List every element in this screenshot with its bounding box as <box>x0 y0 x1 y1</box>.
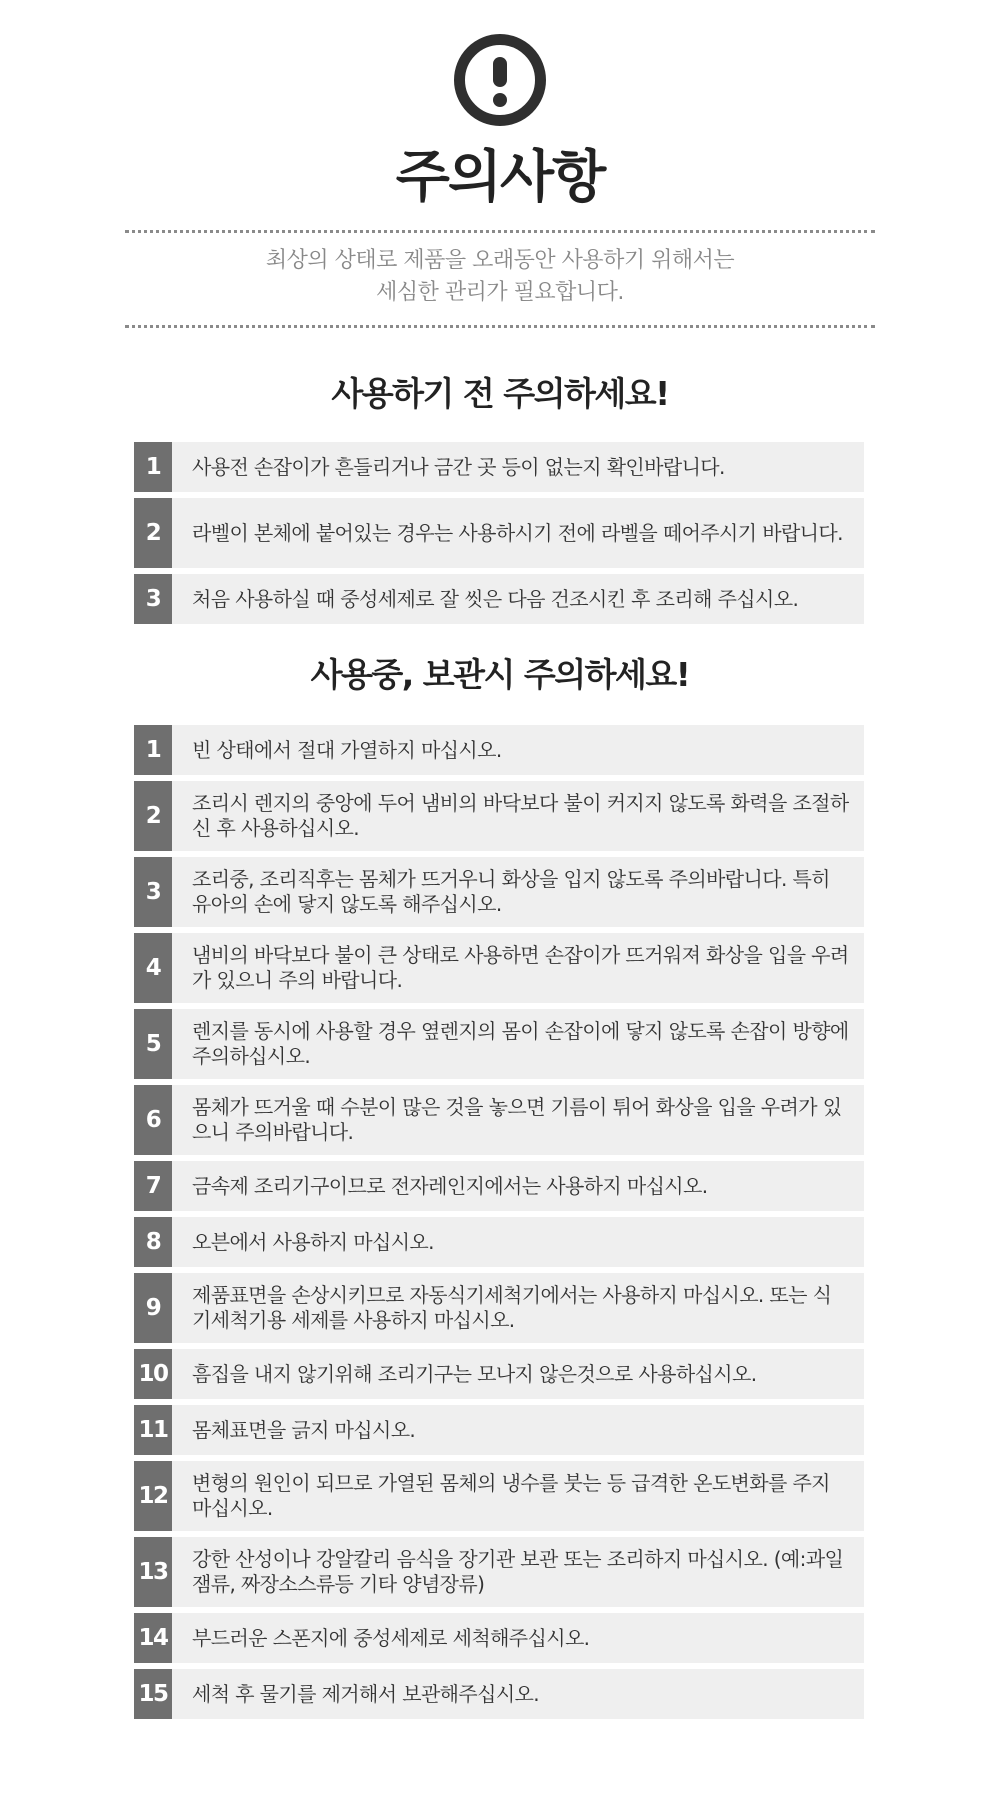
item-number: 2 <box>134 781 172 851</box>
divider-bottom <box>125 325 875 328</box>
list-item <box>134 1217 864 1267</box>
section-during-use-heading: 사용중, 보관시 주의하세요! <box>310 655 690 694</box>
item-text: 제품표면을 손상시키므로 자동식기세척기에서는 사용하지 마십시오. 또는 식기세척기용 세제를 사용하지 마십시오. <box>192 1283 832 1332</box>
list-item <box>134 498 864 568</box>
list-item <box>134 1273 864 1343</box>
item-text: 강한 산성이나 강알칼리 음식을 장기관 보관 또는 조리하지 마십시오. (예:과일잼류, 짜장소스류등 기타 양념장류) <box>192 1547 844 1596</box>
list-item <box>134 857 864 927</box>
item-text: 금속제 조리기구이므로 전자레인지에서는 사용하지 마십시오. <box>192 1173 708 1198</box>
list-item <box>134 1349 864 1399</box>
item-text: 세척 후 물기를 제거해서 보관해주십시오. <box>192 1681 540 1706</box>
item-number: 1 <box>134 442 172 492</box>
item-number: 2 <box>134 498 172 568</box>
item-text: 흠집을 내지 않기위해 조리기구는 모나지 않은것으로 사용하십시오. <box>192 1361 757 1386</box>
list-item <box>134 1461 864 1531</box>
item-text: 라벨이 본체에 붙어있는 경우는 사용하시기 전에 라벨을 떼어주시기 바랍니다. <box>192 520 843 545</box>
item-number: 12 <box>134 1461 172 1531</box>
item-number: 6 <box>134 1085 172 1155</box>
item-number: 5 <box>134 1009 172 1079</box>
item-text: 사용전 손잡이가 흔들리거나 금간 곳 등이 없는지 확인바랍니다. <box>192 454 725 479</box>
list-item <box>134 574 864 624</box>
item-number: 13 <box>134 1537 172 1607</box>
item-text: 부드러운 스폰지에 중성세제로 세척해주십시오. <box>192 1625 590 1650</box>
item-number: 8 <box>134 1217 172 1267</box>
list-item <box>134 1537 864 1607</box>
section-before-use-heading: 사용하기 전 주의하세요! <box>331 374 669 413</box>
list-item <box>134 442 864 492</box>
item-number: 11 <box>134 1405 172 1455</box>
subtitle-line-2: 세심한 관리가 필요합니다. <box>376 280 624 305</box>
item-number: 9 <box>134 1273 172 1343</box>
item-number: 14 <box>134 1613 172 1663</box>
list-item <box>134 1161 864 1211</box>
list-item <box>134 1613 864 1663</box>
page-subtitle <box>0 245 1000 309</box>
item-text: 몸체표면을 긁지 마십시오. <box>192 1417 416 1442</box>
item-text: 냄비의 바닥보다 불이 큰 상태로 사용하면 손잡이가 뜨거워져 화상을 입을 우려가 있으니 주의 바랍니다. <box>192 943 849 992</box>
section-before-use-list <box>134 442 864 630</box>
item-text: 빈 상태에서 절대 가열하지 마십시오. <box>192 737 502 762</box>
list-item <box>134 781 864 851</box>
item-number: 3 <box>134 574 172 624</box>
item-text: 오븐에서 사용하지 마십시오. <box>192 1229 434 1254</box>
subtitle-line-1: 최상의 상태로 제품을 오래동안 사용하기 위해서는 <box>265 248 735 273</box>
item-number: 15 <box>134 1669 172 1719</box>
item-text: 조리중, 조리직후는 몸체가 뜨거우니 화상을 입지 않도록 주의바랍니다. 특히 유아의 손에 닿지 않도록 해주십시오. <box>192 867 830 916</box>
item-number: 10 <box>134 1349 172 1399</box>
section-during-use-list <box>134 725 864 1725</box>
item-text: 처음 사용하실 때 중성세제로 잘 씻은 다음 건조시킨 후 조리해 주십시오. <box>192 586 799 611</box>
list-item <box>134 1085 864 1155</box>
list-item <box>134 1405 864 1455</box>
item-number: 4 <box>134 933 172 1003</box>
item-text: 변형의 원인이 되므로 가열된 몸체의 냉수를 붓는 등 급격한 온도변화를 주지 마십시오. <box>192 1471 830 1520</box>
item-number: 1 <box>134 725 172 775</box>
list-item <box>134 725 864 775</box>
exclamation-circle-icon <box>454 34 546 126</box>
list-item <box>134 1009 864 1079</box>
list-item <box>134 933 864 1003</box>
divider-top <box>125 230 875 233</box>
item-number: 7 <box>134 1161 172 1211</box>
item-text: 조리시 렌지의 중앙에 두어 냄비의 바닥보다 불이 커지지 않도록 화력을 조절하신 후 사용하십시오. <box>192 791 849 840</box>
item-number: 3 <box>134 857 172 927</box>
item-text: 몸체가 뜨거울 때 수분이 많은 것을 놓으면 기름이 튀어 화상을 입을 우려가 있으니 주의바랍니다. <box>192 1095 842 1144</box>
item-text: 렌지를 동시에 사용할 경우 옆렌지의 몸이 손잡이에 닿지 않도록 손잡이 방향에 주의하십시오. <box>192 1019 849 1068</box>
page-title: 주의사항 <box>395 145 605 210</box>
list-item <box>134 1669 864 1719</box>
